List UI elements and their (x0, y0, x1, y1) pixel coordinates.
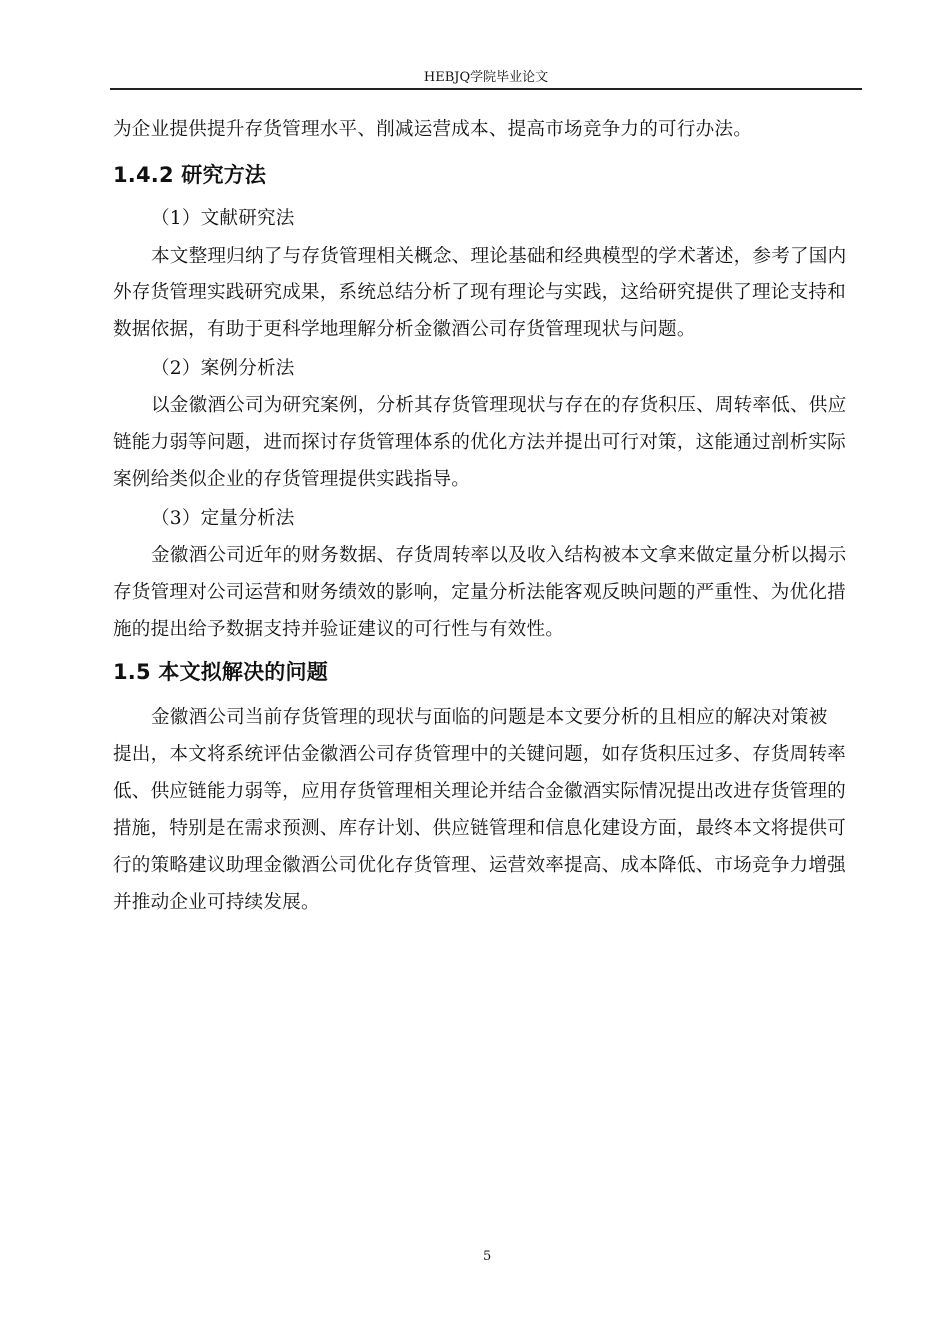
paragraph-line: 行的策略建议助理金徽酒公司优化存货管理、运营效率提高、成本降低、市场竞争力增强 (113, 855, 846, 876)
paragraph-line: 金徽酒公司当前存货管理的现状与面临的问题是本文要分析的且相应的解决对策被 (151, 707, 828, 728)
paragraph-line: 以金徽酒公司为研究案例，分析其存货管理现状与存在的存货积压、周转率低、供应 (151, 395, 847, 416)
paragraph-line: 为企业提供提升存货管理水平、削减运营成本、提高市场竞争力的可行办法。 (113, 119, 752, 140)
paragraph-line: 本文整理归纳了与存货管理相关概念、理论基础和经典模型的学术著述，参考了国内 (151, 246, 847, 267)
method-label: （1）文献研究法 (151, 208, 295, 229)
paragraph-line: 提出，本文将系统评估金徽酒公司存货管理中的关键问题，如存货积压过多、存货周转率 (113, 744, 846, 765)
running-header: HEBJQ学院毕业论文 (423, 70, 549, 85)
paragraph-line: 施的提出给予数据支持并验证建议的可行性与有效性。 (113, 619, 565, 640)
section-heading-1-4-2: 1.4.2 研究方法 (113, 163, 267, 187)
paragraph-line: 链能力弱等问题，进而探讨存货管理体系的优化方法并提出可行对策，这能通过剖析实际 (113, 432, 846, 453)
paragraph-line: 低、供应链能力弱等，应用存货管理相关理论并结合金徽酒实际情况提出改进存货管理的 (113, 781, 846, 802)
section-heading-1-5: 1.5 本文拟解决的问题 (113, 660, 328, 684)
paragraph-line: 并推动企业可持续发展。 (113, 892, 320, 913)
paragraph-line: 金徽酒公司近年的财务数据、存货周转率以及收入结构被本文拿来做定量分析以揭示 (151, 545, 847, 566)
paragraph-line: 措施，特别是在需求预测、库存计划、供应链管理和信息化建设方面，最终本文将提供可 (113, 818, 846, 839)
paragraph-line: 数据依据，有助于更科学地理解分析金徽酒公司存货管理现状与问题。 (113, 319, 696, 340)
paragraph-line: 案例给类似企业的存货管理提供实践指导。 (113, 469, 471, 490)
header-rule (110, 88, 862, 90)
paragraph-line: 存货管理对公司运营和财务绩效的影响，定量分析法能客观反映问题的严重性、为优化措 (113, 582, 846, 603)
method-label: （2）案例分析法 (151, 358, 295, 379)
paragraph-line: 外存货管理实践研究成果，系统总结分析了现有理论与实践，这给研究提供了理论支持和 (113, 282, 846, 303)
method-label: （3）定量分析法 (151, 508, 295, 529)
page-number: 5 (483, 1249, 492, 1264)
